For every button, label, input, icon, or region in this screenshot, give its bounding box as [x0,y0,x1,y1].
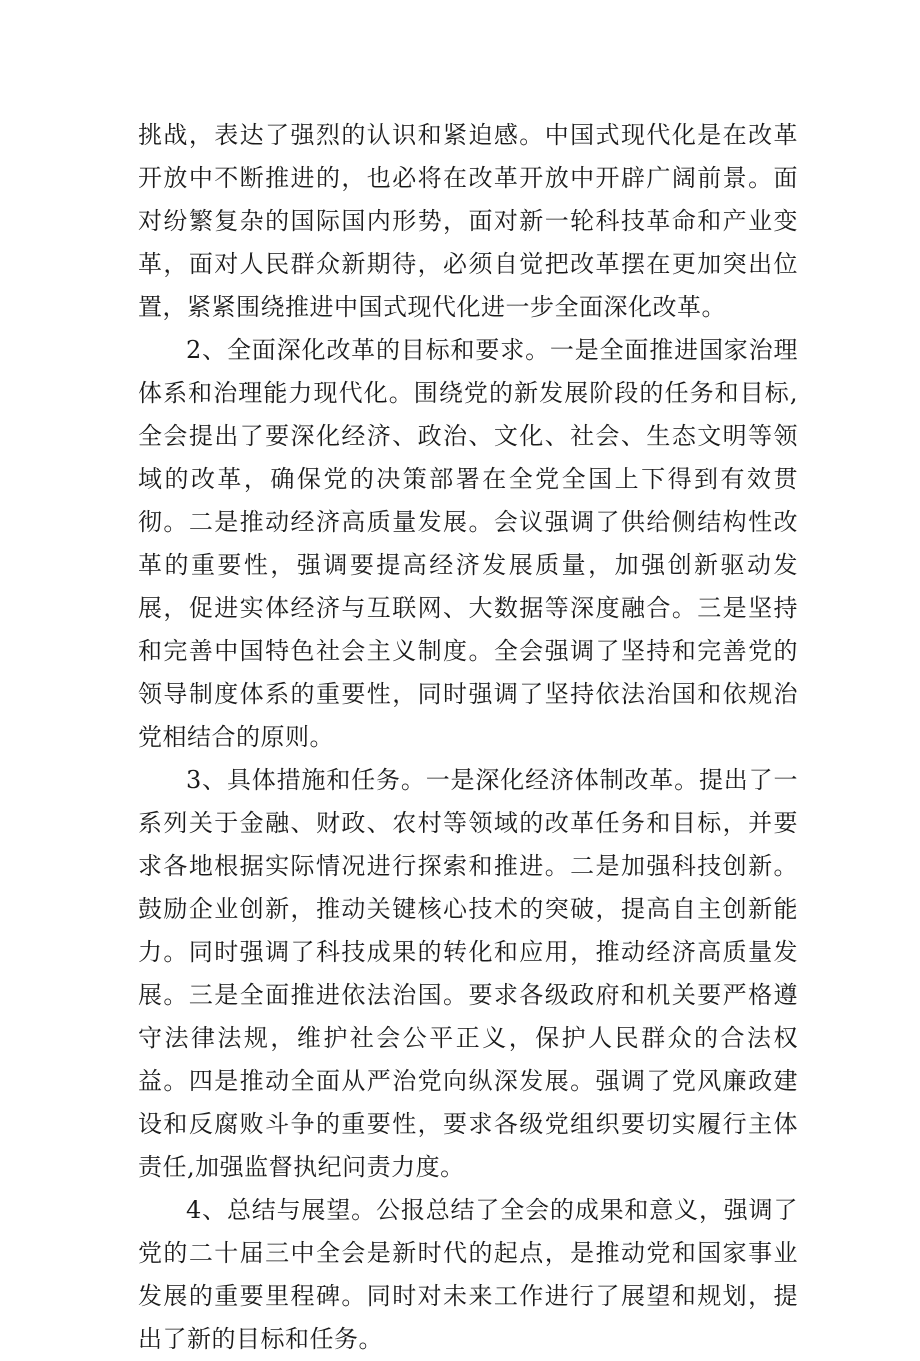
paragraph-goals-requirements: 2、全面深化改革的目标和要求。一是全面推进国家治理体系和治理能力现代化。围绕党的新发展阶段的任务和目标,全会提出了要深化经济、政治、文化、社会、生态文明等领域的改革，确保党的决策部署在全党全国上下得到有效贯彻。二是推动经济高质量发展。会议强调了供给侧结构性改革的重要性，强调要提高经济发展质量，加强创新驱动发展，促进实体经济与互联网、大数据等深度融合。三是坚持和完善中国特色社会主义制度。全会强调了坚持和完善党的领导制度体系的重要性，同时强调了坚持依法治国和依规治党相结合的原则。 [138,336,798,751]
paragraph-continuation: 挑战，表达了强烈的认识和紧迫感。中国式现代化是在改革开放中不断推进的，也必将在改革开放中开辟广阔前景。面对纷繁复杂的国际国内形势，面对新一轮科技革命和产业变革，面对人民群众新期待，必须自觉把改革摆在更加突出位置，紧紧围绕推进中国式现代化进一步全面深化改革。 [138,121,798,321]
paragraph-measures-tasks: 3、具体措施和任务。一是深化经济体制改革。提出了一系列关于金融、财政、农村等领域的改革任务和目标，并要求各地根据实际情况进行探索和推进。二是加强科技创新。鼓励企业创新，推动关键核心技术的突破，提高自主创新能力。同时强调了科技成果的转化和应用，推动经济高质量发展。三是全面推进依法治国。要求各级政府和机关要严格遵守法律法规，维护社会公平正义，保护人民群众的合法权益。四是推动全面从严治党向纵深发展。强调了党风廉政建设和反腐败斗争的重要性，要求各级党组织要切实履行主体责任,加强监督执纪问责力度。 [138,766,798,1181]
document-body [138,114,798,1361]
paragraph-summary-outlook: 4、总结与展望。公报总结了全会的成果和意义，强调了党的二十届三中全会是新时代的起点，是推动党和国家事业发展的重要里程碑。同时对未来工作进行了展望和规划，提出了新的目标和任务。 [138,1196,798,1353]
